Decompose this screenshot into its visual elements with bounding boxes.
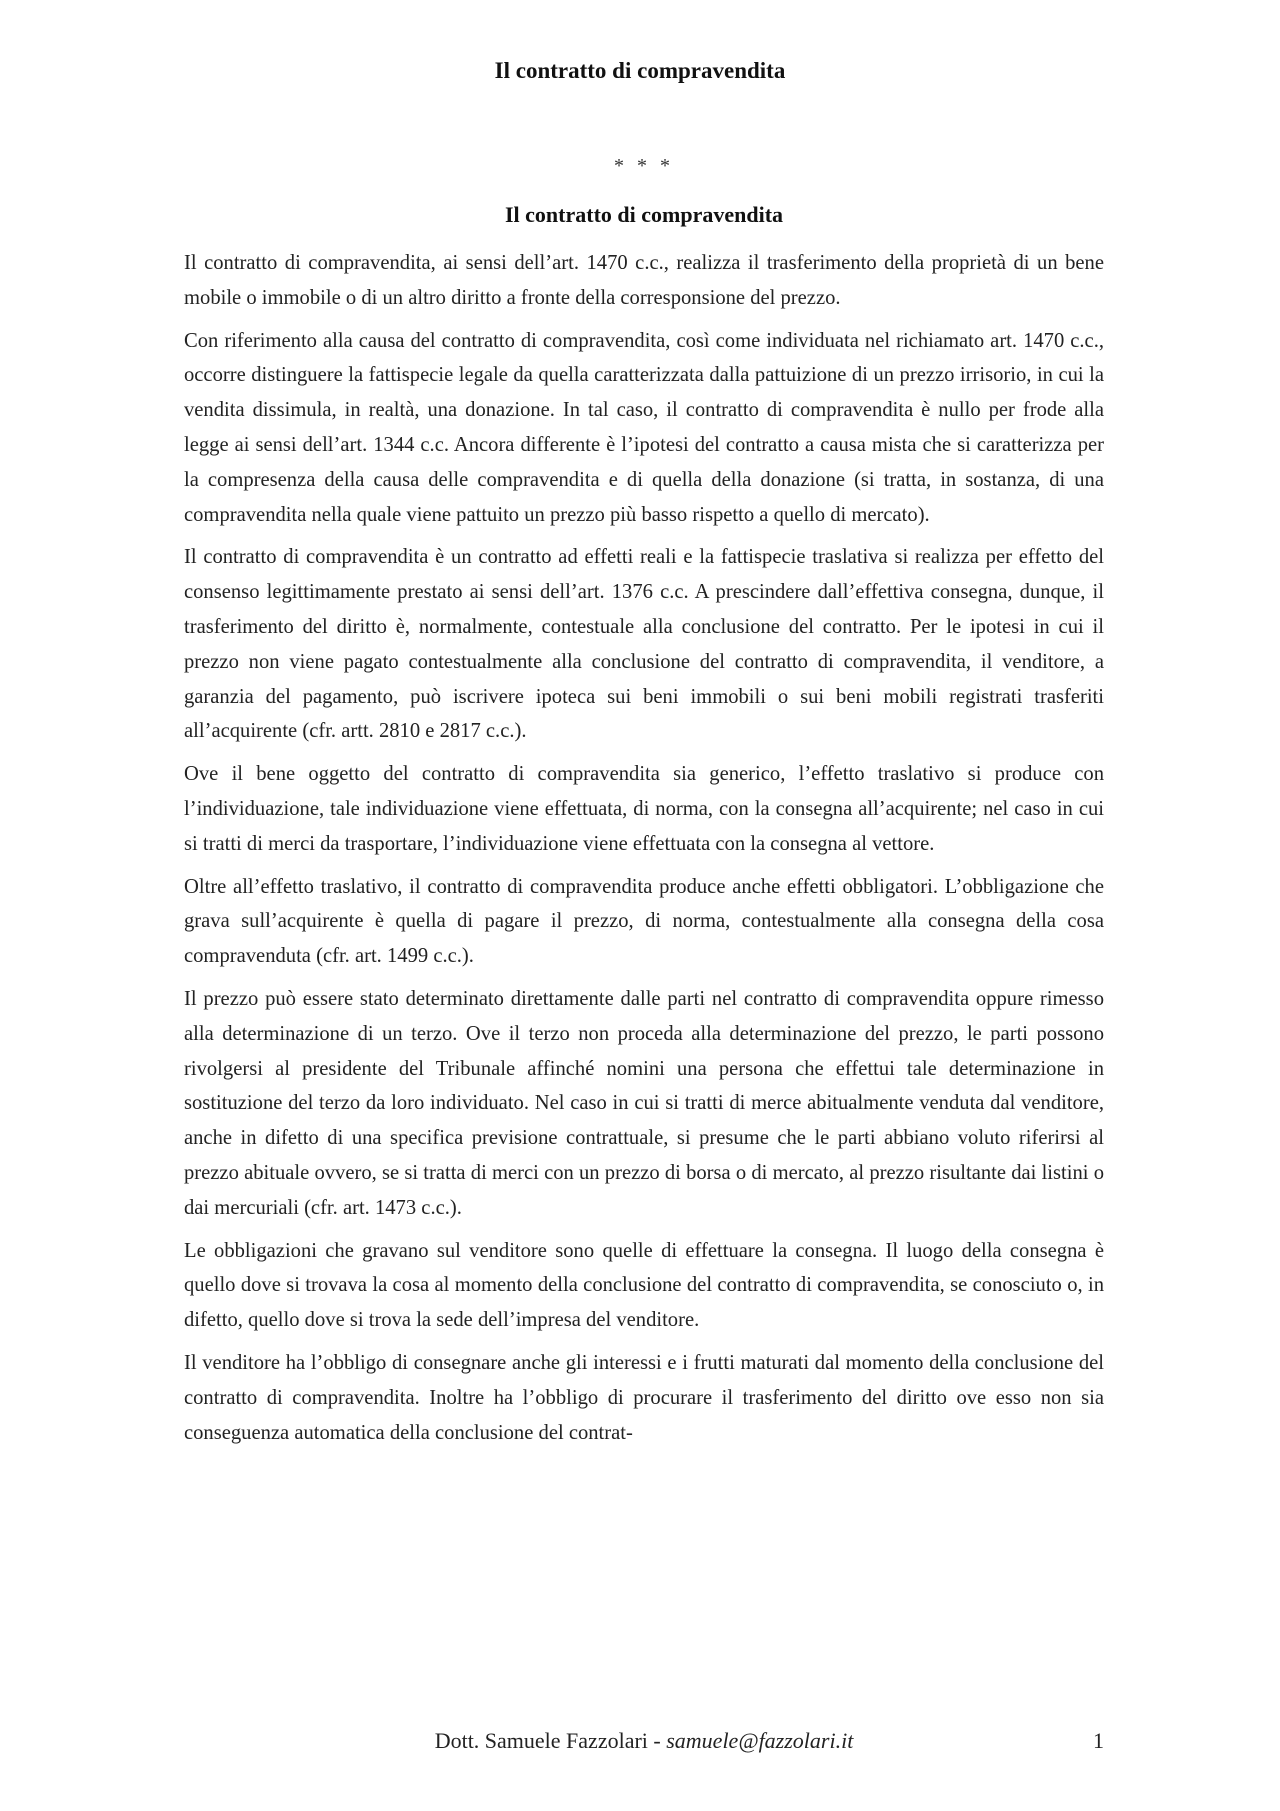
page-header	[0, 58, 1280, 84]
paragraph: Il contratto di compravendita è un contratto ad effetti reali e la fattispecie traslativa si realizza per effetto del consenso legittimamente prestato ai sensi dell’art. 1376 c.c. A prescindere dall’effettiva consegna, dunque, il trasferimento del diritto è, normalmente, contestuale alla conclusione del contratto. Per le ipotesi in cui il prezzo non viene pagato contestualmente alla conclusione del contratto di compravendita, il venditore, a garanzia del pagamento, può iscrivere ipoteca sui beni immobili o sui beni mobili registrati trasferiti all’acquirente (cfr. artt. 2810 e 2817 c.c.).	[184, 546, 1104, 743]
page-number: 1	[1093, 1728, 1104, 1753]
section-title: Il contratto di compravendita	[504, 202, 784, 227]
paragraph: Le obbligazioni che gravano sul venditore sono quelle di effettuare la consegna. Il luogo della consegna è quello dove si trovava la cosa al momento della conclusione del contratto di compravendita, se conosciuto o, in difetto, quello dove si trova la sede dell’impresa del venditore.	[184, 1239, 1104, 1332]
page-footer	[184, 1728, 1104, 1754]
paragraph: Il prezzo può essere stato determinato direttamente dalle parti nel contratto di compravendita oppure rimesso alla determinazione di un terzo. Ove il terzo non proceda alla determinazione del prezzo, le parti possono rivolgersi al presidente del Tribunale affinché nomini una persona che effettui tale determinazione in sostituzione del terzo da loro individuato. Nel caso in cui si tratti di merce abitualmente venduta dal venditore, anche in difetto di una specifica previsione contrattuale, si presume che le parti abbiano voluto riferirsi al prezzo abituale ovvero, se si tratta di merci con un prezzo di borsa o di mercato, al prezzo risultante dai listini o dai mercuriali (cfr. art. 1473 c.c.).	[184, 987, 1104, 1219]
paragraph: Il venditore ha l’obbligo di consegnare anche gli interessi e i frutti maturati dal momento della conclusione del contratto di compravendita. Inoltre ha l’obbligo di procurare il trasferimento del diritto ove esso non sia conseguenza automatica della conclusione del contrat-	[184, 1351, 1104, 1444]
paragraph: Il contratto di compravendita, ai sensi dell’art. 1470 c.c., realizza il trasferimento della proprietà di un bene mobile o immobile o di un altro diritto a fronte della corresponsione del prezzo.	[184, 252, 1104, 309]
section-separator: * * *	[614, 155, 674, 177]
body-text	[184, 246, 1104, 1450]
document-body	[184, 155, 1104, 1458]
page-title: Il contratto di compravendita	[494, 58, 786, 83]
paragraph: Oltre all’effetto traslativo, il contratto di compravendita produce anche effetti obbligatori. L’obbligazione che grava sull’acquirente è quella di pagare il prezzo, di norma, contestualmente alla consegna della cosa compravenduta (cfr. art. 1499 c.c.).	[184, 875, 1104, 968]
footer-author: Dott. Samuele Fazzolari -	[434, 1728, 667, 1753]
paragraph: Con riferimento alla causa del contratto di compravendita, così come individuata nel richiamato art. 1470 c.c., occorre distinguere la fattispecie legale da quella caratterizzata dalla pattuizione di un prezzo irrisorio, in cui la vendita dissimula, in realtà, una donazione. In tal caso, il contratto di compravendita è nullo per frode alla legge ai sensi dell’art. 1344 c.c. Ancora differente è l’ipotesi del contratto a causa mista che si caratterizza per la compresenza della causa delle compravendita e di quella della donazione (si tratta, in sostanza, di una compravendita nella quale viene pattuito un prezzo più basso rispetto a quello di mercato).	[184, 329, 1104, 526]
paragraph: Ove il bene oggetto del contratto di compravendita sia generico, l’effetto traslativo si produce con l’individuazione, tale individuazione viene effettuata, di norma, con la consegna all’acquirente; nel caso in cui si tratti di merci da trasportare, l’individuazione viene effettuata con la consegna al vettore.	[184, 763, 1104, 855]
footer-email-link[interactable]: samuele@fazzolari.it	[666, 1728, 854, 1753]
footer-credit	[184, 1728, 1104, 1754]
